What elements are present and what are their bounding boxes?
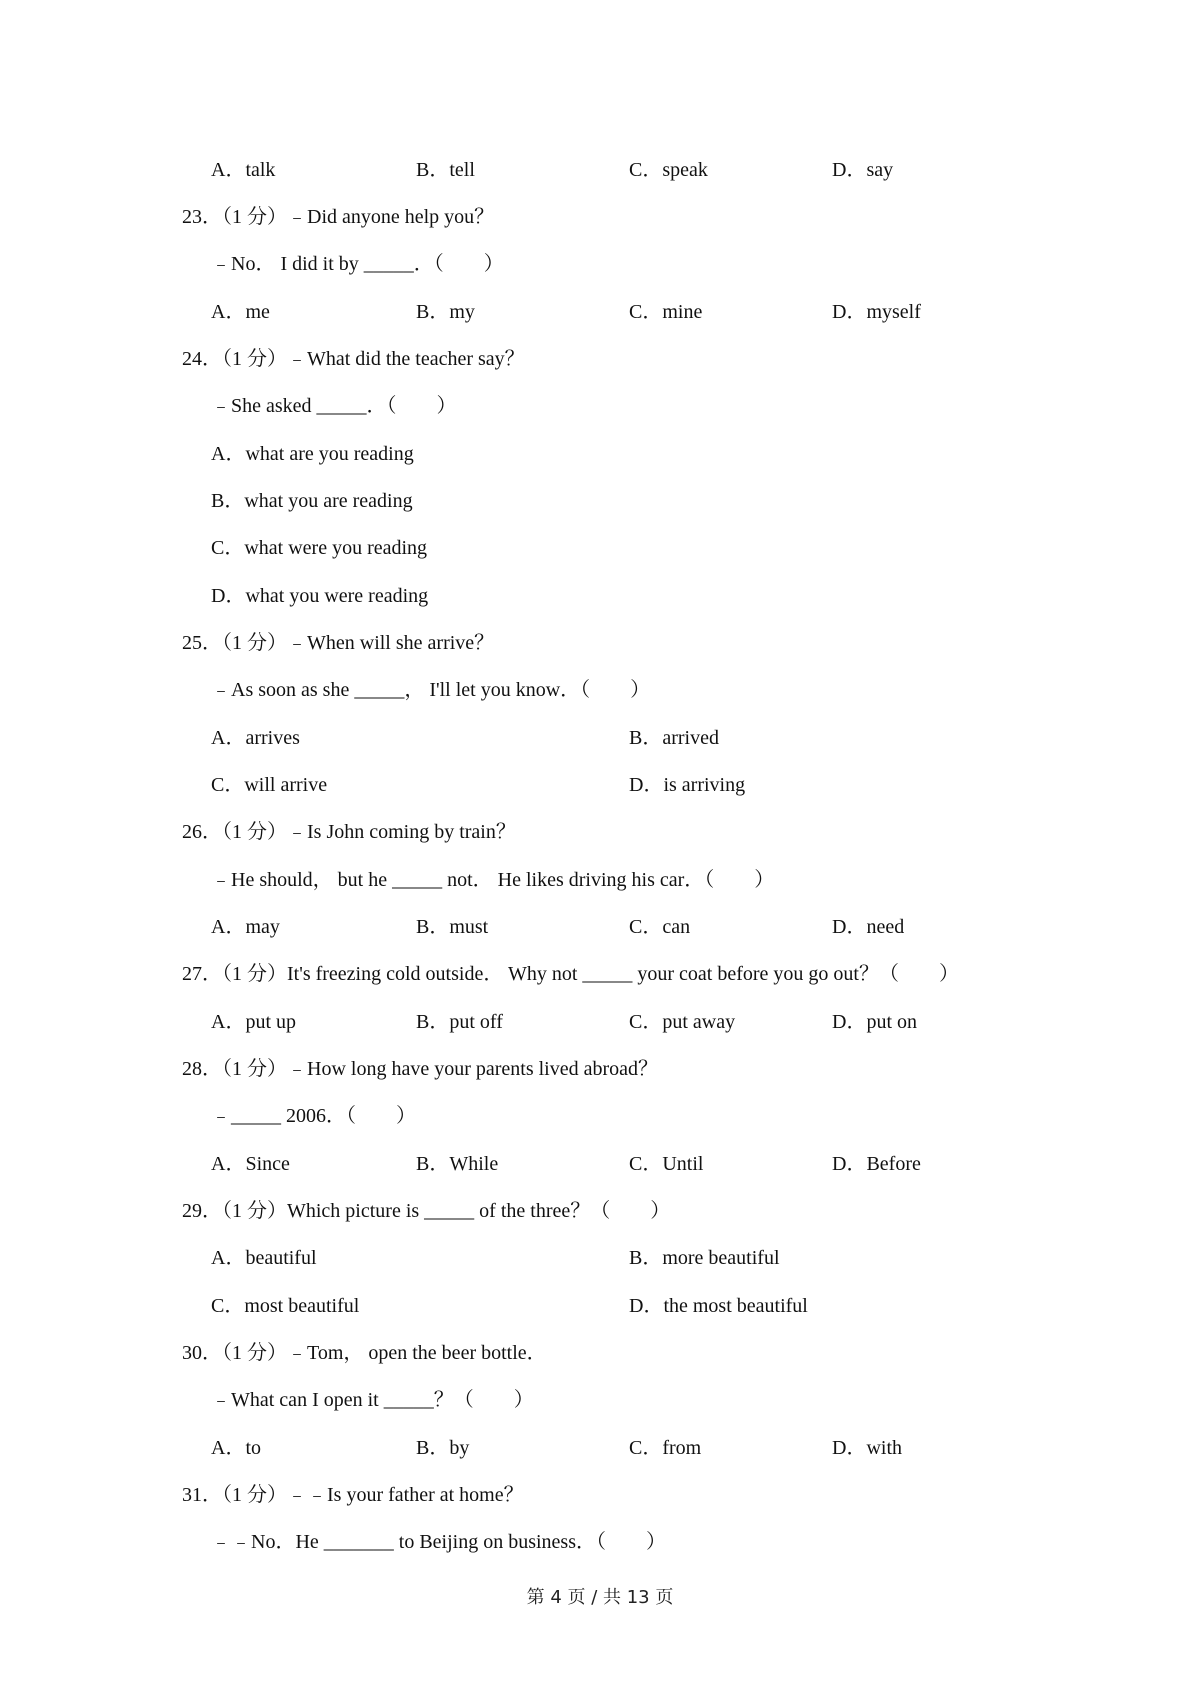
question-text: 24．（1 分）﹣What did the teacher say？ — [182, 348, 525, 370]
question-28-stem — [0, 1055, 1200, 1083]
question-text: ﹣﹣No．He _______ to Beijing on business．（ ） — [211, 1531, 666, 1553]
option-c: C．mine — [629, 301, 703, 323]
q24-option-b-row — [0, 487, 1200, 515]
option-c: C．most beautiful — [211, 1295, 360, 1317]
q26-options — [0, 913, 1200, 941]
question-text: ﹣She asked _____．（ ） — [211, 395, 457, 417]
q24-option-d-row — [0, 582, 1200, 610]
option-b: B．what you are reading — [211, 490, 413, 512]
question-30-stem — [0, 1339, 1200, 1367]
option-a: A．talk — [211, 159, 276, 181]
q24-option-a-row — [0, 440, 1200, 468]
option-a: A．may — [211, 916, 280, 938]
question-text: ﹣As soon as she _____， I'll let you know．（ ） — [211, 679, 651, 701]
question-27-stem — [0, 960, 1200, 988]
q22-options — [0, 156, 1200, 184]
question-text: 26．（1 分）﹣Is John coming by train？ — [182, 821, 516, 843]
option-c: C．from — [629, 1437, 702, 1459]
question-text: 27．（1 分）It's freezing cold outside． Why not _____ your coat before you go out？（ ） — [182, 963, 959, 985]
question-28-continuation — [0, 1102, 1200, 1130]
question-24-continuation — [0, 392, 1200, 420]
option-a: A．Since — [211, 1153, 290, 1175]
option-b: B．While — [416, 1153, 499, 1175]
question-23-continuation — [0, 250, 1200, 278]
option-d: D．the most beautiful — [629, 1295, 808, 1317]
q28-options — [0, 1150, 1200, 1178]
option-d: D．Before — [832, 1153, 921, 1175]
question-26-stem — [0, 818, 1200, 846]
option-c: C．speak — [629, 159, 708, 181]
question-29-stem — [0, 1197, 1200, 1225]
question-text: ﹣What can I open it _____？（ ） — [211, 1389, 534, 1411]
option-a: A．arrives — [211, 727, 300, 749]
option-a: A．to — [211, 1437, 261, 1459]
option-a: A．beautiful — [211, 1247, 317, 1269]
option-d: D．myself — [832, 301, 921, 323]
option-d: D．say — [832, 159, 894, 181]
option-d: D．what you were reading — [211, 585, 429, 607]
question-31-continuation — [0, 1528, 1200, 1556]
option-c: C．will arrive — [211, 774, 328, 796]
option-d: D．need — [832, 916, 905, 938]
q25-options-row-2 — [0, 771, 1200, 799]
question-text: ﹣He should， but he _____ not． He likes driving his car．（ ） — [211, 869, 775, 891]
option-b: B．more beautiful — [629, 1247, 780, 1269]
option-d: D．put on — [832, 1011, 917, 1033]
question-text: 31．（1 分）﹣﹣Is your father at home？ — [182, 1484, 524, 1506]
q29-options-row-2 — [0, 1292, 1200, 1320]
option-a: A．put up — [211, 1011, 296, 1033]
question-23-stem — [0, 203, 1200, 231]
option-a: A．what are you reading — [211, 443, 414, 465]
option-c: C．put away — [629, 1011, 736, 1033]
question-30-continuation — [0, 1386, 1200, 1414]
option-d: D．with — [832, 1437, 902, 1459]
option-c: C．can — [629, 916, 691, 938]
question-text: ﹣_____ 2006．（ ） — [211, 1105, 416, 1127]
option-c: C．what were you reading — [211, 537, 428, 559]
question-31-stem — [0, 1481, 1200, 1509]
option-a: A．me — [211, 301, 270, 323]
option-b: B．my — [416, 301, 475, 323]
question-text: ﹣No． I did it by _____．（ ） — [211, 253, 504, 275]
question-24-stem — [0, 345, 1200, 373]
question-26-continuation — [0, 866, 1200, 894]
question-25-continuation — [0, 676, 1200, 704]
option-b: B．put off — [416, 1011, 503, 1033]
question-text: 25．（1 分）﹣When will she arrive？ — [182, 632, 495, 654]
option-b: B．arrived — [629, 727, 719, 749]
q24-option-c-row — [0, 534, 1200, 562]
option-b: B．must — [416, 916, 489, 938]
q29-options-row-1 — [0, 1244, 1200, 1272]
question-25-stem — [0, 629, 1200, 657]
q23-options — [0, 298, 1200, 326]
page-number-footer: 第 4 页 / 共 13 页 — [526, 1587, 674, 1608]
question-text: 23．（1 分）﹣Did anyone help you？ — [182, 206, 495, 228]
q25-options-row-1 — [0, 724, 1200, 752]
question-text: 29．（1 分）Which picture is _____ of the three？（ ） — [182, 1200, 671, 1222]
q30-options — [0, 1434, 1200, 1462]
question-text: 28．（1 分）﹣How long have your parents lived abroad？ — [182, 1058, 659, 1080]
q27-options — [0, 1008, 1200, 1036]
question-text: 30．（1 分）﹣Tom， open the beer bottle． — [182, 1342, 547, 1364]
option-d: D．is arriving — [629, 774, 746, 796]
option-c: C．Until — [629, 1153, 704, 1175]
option-b: B．tell — [416, 159, 475, 181]
option-b: B．by — [416, 1437, 470, 1459]
